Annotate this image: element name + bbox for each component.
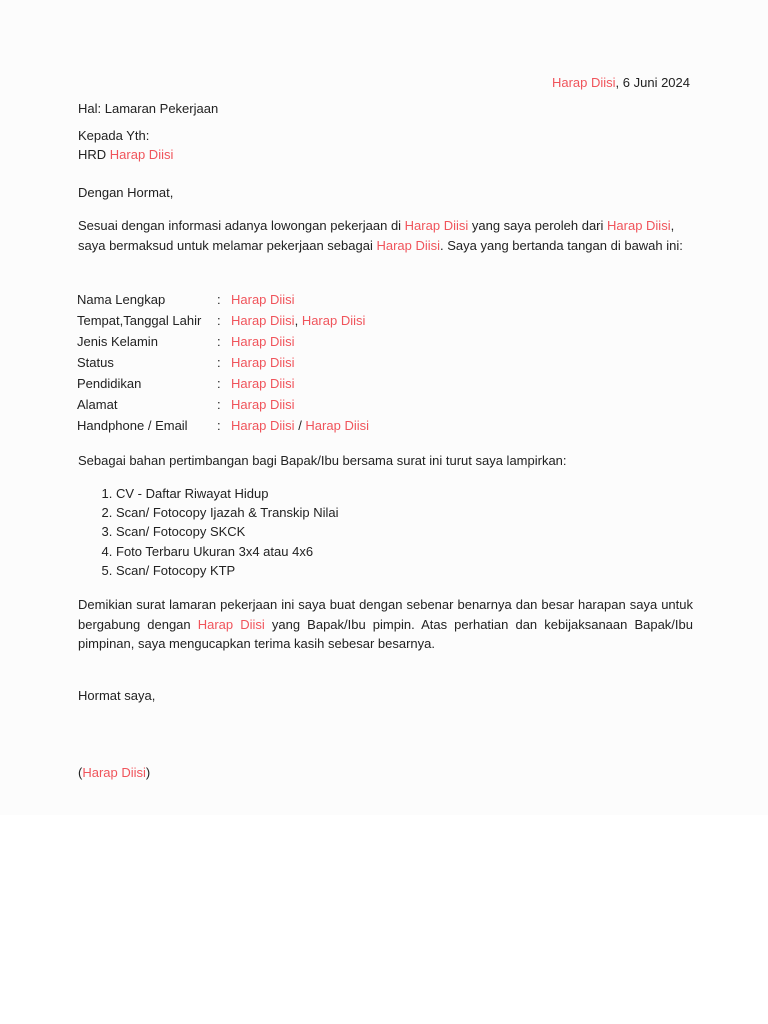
placeholder-city: Harap Diisi — [551, 75, 616, 90]
info-value — [231, 373, 369, 394]
info-label: Alamat — [77, 397, 118, 412]
placeholder-value: Harap Diisi — [305, 418, 369, 433]
info-colon: : — [217, 313, 221, 328]
info-label: Status — [77, 355, 114, 370]
placeholder-position: Harap Diisi — [376, 237, 441, 253]
placeholder-value: Harap Diisi — [301, 313, 366, 328]
closing-text-2: yang Bapak/Ibu pimpin. Atas perhatian dan kebijaksanaan Bapak/Ibu pimpinan, saya mengucapkan terima kasih sebesar besarnya. — [78, 616, 693, 651]
attachments-list — [78, 484, 339, 580]
info-label: Nama Lengkap — [77, 292, 166, 307]
intro-text-4: saya bermaksud untuk melamar pekerjaan sebagai — [78, 237, 377, 253]
info-label: Handphone / Email — [77, 418, 188, 433]
info-row — [77, 310, 369, 331]
placeholder-value: Harap Diisi — [231, 376, 295, 391]
placeholder-company: Harap Diisi — [109, 147, 174, 162]
info-row — [77, 373, 369, 394]
placeholder-value: Harap Diisi — [231, 292, 295, 307]
placeholder-value: Harap Diisi — [231, 418, 295, 433]
signature-open: ( — [78, 765, 83, 780]
placeholder-company: Harap Diisi — [197, 616, 265, 632]
info-value — [231, 331, 369, 352]
placeholder-name: Harap Diisi — [82, 765, 146, 780]
closing-text-1: Demikian surat lamaran pekerjaan ini saya buat dengan sebenar benarnya dan besar harapan saya untuk bergabung dengan — [78, 597, 693, 632]
info-label: Tempat,Tanggal Lahir — [77, 313, 202, 328]
placeholder-value: Harap Diisi — [231, 397, 295, 412]
intro-paragraph — [78, 216, 693, 255]
info-row — [77, 331, 369, 352]
info-colon: : — [217, 376, 221, 391]
date-text: , 6 Juni 2024 — [615, 75, 690, 90]
recipient-prefix: HRD — [78, 147, 110, 162]
info-row — [77, 289, 369, 310]
intro-text-5: . Saya yang bertanda tangan di bawah ini: — [440, 237, 683, 253]
placeholder-value: Harap Diisi — [231, 313, 295, 328]
closing-paragraph — [78, 595, 693, 654]
signature — [78, 763, 150, 782]
greeting: Dengan Hormat, — [78, 185, 174, 200]
info-row — [77, 352, 369, 373]
letter-subject: Hal: Lamaran Pekerjaan — [78, 101, 219, 116]
info-label: Jenis Kelamin — [77, 334, 158, 349]
applicant-info-table — [77, 289, 369, 436]
info-colon: : — [217, 292, 221, 307]
info-value — [231, 394, 369, 415]
info-row — [77, 415, 369, 436]
recipient-line: Kepada Yth: — [78, 128, 150, 143]
attachment-item: 3. Scan/ Fotocopy SKCK — [116, 522, 339, 541]
placeholder-source: Harap Diisi — [607, 218, 671, 233]
attachment-item: 2. Scan/ Fotocopy Ijazah & Transkip Nilai — [116, 503, 339, 522]
info-label: Pendidikan — [77, 376, 142, 391]
info-colon: : — [217, 334, 221, 349]
info-value — [231, 415, 369, 436]
value-separator: , — [294, 313, 302, 328]
attachment-item: 5. Scan/ Fotocopy KTP — [116, 561, 339, 580]
info-colon: : — [217, 397, 221, 412]
recipient-hrd — [78, 145, 173, 164]
letter-date — [0, 73, 690, 92]
info-row — [77, 394, 369, 415]
info-colon: : — [217, 418, 221, 433]
intro-text-1: Sesuai dengan informasi adanya lowongan pekerjaan di — [78, 218, 405, 233]
info-value — [231, 289, 369, 310]
attachment-item: 4. Foto Terbaru Ukuran 3x4 atau 4x6 — [116, 542, 339, 561]
info-value — [231, 310, 369, 331]
info-value — [231, 352, 369, 373]
attachments-intro: Sebagai bahan pertimbangan bagi Bapak/Ibu bersama surat ini turut saya lampirkan: — [78, 453, 567, 468]
intro-text-2: yang saya peroleh dari — [468, 218, 608, 233]
signoff: Hormat saya, — [78, 688, 156, 703]
placeholder-value: Harap Diisi — [231, 355, 295, 370]
signature-close: ) — [145, 765, 151, 780]
info-colon: : — [217, 355, 221, 370]
placeholder-value: Harap Diisi — [231, 334, 295, 349]
placeholder-company: Harap Diisi — [404, 218, 469, 233]
attachment-item: 1. CV - Daftar Riwayat Hidup — [116, 484, 339, 503]
value-separator: / — [294, 418, 306, 433]
intro-text-3: , — [670, 218, 675, 233]
